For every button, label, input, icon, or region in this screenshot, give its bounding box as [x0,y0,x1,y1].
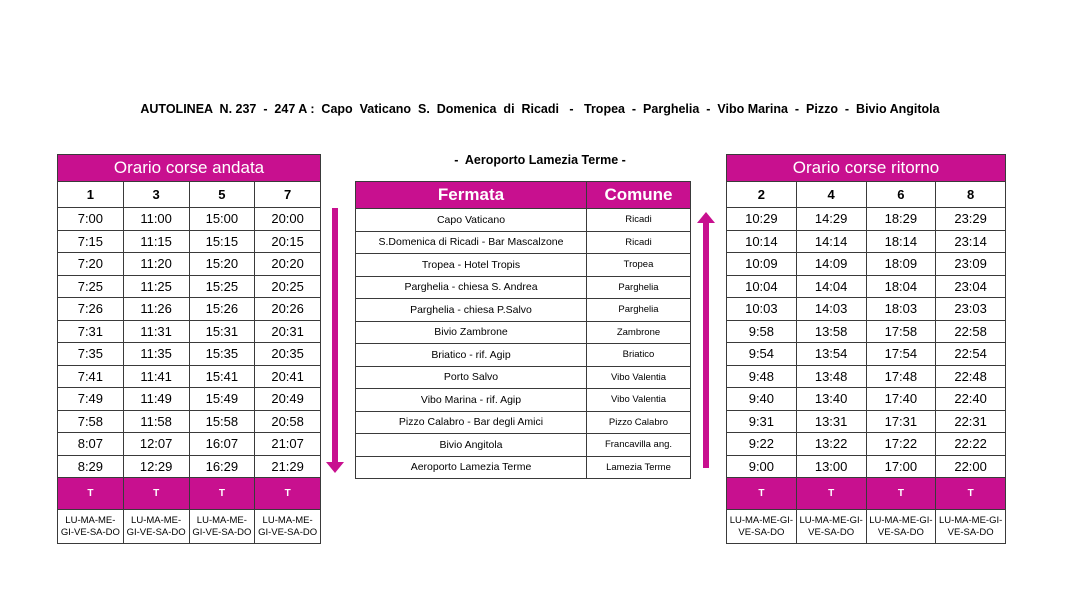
stop-comune: Francavilla ang. [587,434,691,457]
time-cell: 14:29 [796,208,866,231]
stop-name: Aeroporto Lamezia Terme [356,456,587,479]
time-cell: 18:03 [866,298,936,321]
time-cell: 22:00 [936,455,1006,478]
time-cell: 17:40 [866,388,936,411]
time-cell: 13:54 [796,343,866,366]
stop-name: Vibo Marina - rif. Agip [356,389,587,412]
stop-comune: Vibo Valentia [587,389,691,412]
time-cell: 9:40 [727,388,797,411]
table-row [727,410,1006,433]
fermata-header: Fermata [356,182,587,209]
time-cell: 18:29 [866,208,936,231]
time-cell: 17:31 [866,410,936,433]
time-cell: 15:35 [189,343,255,366]
time-cell: 20:15 [255,230,321,253]
stop-name: Parghelia - chiesa P.Salvo [356,299,587,322]
andata-timetable [57,154,321,544]
table-row [727,208,1006,231]
table-row [58,275,321,298]
table-row [356,321,691,344]
table-row [58,388,321,411]
time-cell: 8:29 [58,455,124,478]
table-row [356,456,691,479]
time-cell: 20:58 [255,410,321,433]
time-cell: 8:07 [58,433,124,456]
stop-comune: Parghelia [587,276,691,299]
time-cell: 9:00 [727,455,797,478]
table-row [58,455,321,478]
stop-comune: Briatico [587,344,691,367]
time-cell: 17:00 [866,455,936,478]
run-number: 5 [189,182,255,208]
time-cell: 17:22 [866,433,936,456]
time-cell: 17:58 [866,320,936,343]
time-cell: 13:48 [796,365,866,388]
time-cell: 15:20 [189,253,255,276]
time-cell: 7:20 [58,253,124,276]
run-number: 2 [727,182,797,208]
time-cell: 13:58 [796,320,866,343]
table-row [356,389,691,412]
table-row [727,298,1006,321]
service-days: LU-MA-ME-GI-VE-SA-DO [936,510,1006,544]
andata-codes-row [58,478,321,510]
time-cell: 15:41 [189,365,255,388]
comune-header: Comune [587,182,691,209]
stop-comune: Ricadi [587,209,691,232]
time-cell: 11:00 [123,208,189,231]
time-cell: 10:14 [727,230,797,253]
time-cell: 15:58 [189,410,255,433]
ritorno-header: Orario corse ritorno [727,155,1006,182]
time-cell: 23:29 [936,208,1006,231]
time-cell: 11:49 [123,388,189,411]
time-cell: 7:41 [58,365,124,388]
time-cell: 7:31 [58,320,124,343]
stop-comune: Zambrone [587,321,691,344]
ritorno-timetable [726,154,1006,544]
stop-comune: Parghelia [587,299,691,322]
andata-runs-row [58,182,321,208]
time-cell: 7:35 [58,343,124,366]
run-number: 7 [255,182,321,208]
stop-name: Bivio Angitola [356,434,587,457]
service-code: T [796,478,866,510]
time-cell: 14:14 [796,230,866,253]
time-cell: 9:31 [727,410,797,433]
time-cell: 9:22 [727,433,797,456]
time-cell: 15:49 [189,388,255,411]
time-cell: 12:29 [123,455,189,478]
time-cell: 14:04 [796,275,866,298]
stop-name: Bivio Zambrone [356,321,587,344]
time-cell: 20:31 [255,320,321,343]
stops-header-row [356,182,691,209]
service-days: LU-MA-ME-GI-VE-SA-DO [58,510,124,544]
time-cell: 11:41 [123,365,189,388]
service-code: T [255,478,321,510]
table-row [58,320,321,343]
ritorno-codes-row [727,478,1006,510]
stop-comune: Vibo Valentia [587,366,691,389]
time-cell: 17:54 [866,343,936,366]
time-cell: 10:09 [727,253,797,276]
table-row [356,434,691,457]
run-number: 1 [58,182,124,208]
run-number: 3 [123,182,189,208]
time-cell: 11:58 [123,410,189,433]
time-cell: 11:35 [123,343,189,366]
table-row [727,275,1006,298]
service-days: LU-MA-ME-GI-VE-SA-DO [189,510,255,544]
table-row [58,208,321,231]
time-cell: 15:25 [189,275,255,298]
time-cell: 13:40 [796,388,866,411]
run-number: 8 [936,182,1006,208]
table-row [356,411,691,434]
time-cell: 11:20 [123,253,189,276]
arrow-down-icon [326,206,344,474]
time-cell: 16:29 [189,455,255,478]
time-cell: 15:15 [189,230,255,253]
table-row [58,410,321,433]
service-days: LU-MA-ME-GI-VE-SA-DO [123,510,189,544]
service-days: LU-MA-ME-GI-VE-SA-DO [866,510,936,544]
andata-days-row [58,510,321,544]
service-code: T [936,478,1006,510]
service-days: LU-MA-ME-GI-VE-SA-DO [796,510,866,544]
stop-comune: Pizzo Calabro [587,411,691,434]
table-row [727,320,1006,343]
time-cell: 22:22 [936,433,1006,456]
time-cell: 10:03 [727,298,797,321]
table-row [727,253,1006,276]
stop-name: Capo Vaticano [356,209,587,232]
table-row [58,230,321,253]
service-days: LU-MA-ME-GI-VE-SA-DO [255,510,321,544]
time-cell: 11:26 [123,298,189,321]
andata-header-row [58,155,321,182]
time-cell: 9:48 [727,365,797,388]
table-row [727,388,1006,411]
time-cell: 22:31 [936,410,1006,433]
title-line-1: AUTOLINEA N. 237 - 247 A : Capo Vaticano S. Domenica di Ricadi - Tropea - Parghelia - Vibo Marina - Pizzo - Bivio Angitola [140,102,940,116]
stop-comune: Ricadi [587,231,691,254]
stop-name: Tropea - Hotel Tropis [356,254,587,277]
ritorno-days-row [727,510,1006,544]
table-row [356,344,691,367]
time-cell: 22:48 [936,365,1006,388]
service-code: T [123,478,189,510]
time-cell: 7:00 [58,208,124,231]
time-cell: 11:25 [123,275,189,298]
time-cell: 20:26 [255,298,321,321]
time-cell: 21:07 [255,433,321,456]
time-cell: 9:58 [727,320,797,343]
time-cell: 18:09 [866,253,936,276]
time-cell: 12:07 [123,433,189,456]
time-cell: 13:22 [796,433,866,456]
stops-table [355,181,691,479]
time-cell: 23:09 [936,253,1006,276]
stop-comune: Lamezia Terme [587,456,691,479]
time-cell: 22:58 [936,320,1006,343]
ritorno-runs-row [727,182,1006,208]
table-row [356,366,691,389]
time-cell: 22:54 [936,343,1006,366]
run-number: 6 [866,182,936,208]
stop-name: Briatico - rif. Agip [356,344,587,367]
time-cell: 15:00 [189,208,255,231]
time-cell: 20:00 [255,208,321,231]
table-row [356,276,691,299]
time-cell: 7:15 [58,230,124,253]
time-cell: 17:48 [866,365,936,388]
table-row [58,343,321,366]
time-cell: 13:00 [796,455,866,478]
service-code: T [866,478,936,510]
table-row [727,343,1006,366]
time-cell: 11:15 [123,230,189,253]
title-line-2: - Aeroporto Lamezia Terme - [454,153,626,167]
time-cell: 15:26 [189,298,255,321]
arrow-up-icon [697,212,715,470]
table-row [356,299,691,322]
time-cell: 20:25 [255,275,321,298]
run-number: 4 [796,182,866,208]
time-cell: 10:04 [727,275,797,298]
time-cell: 14:09 [796,253,866,276]
table-row [58,433,321,456]
stop-comune: Tropea [587,254,691,277]
stop-name: Parghelia - chiesa S. Andrea [356,276,587,299]
time-cell: 20:49 [255,388,321,411]
time-cell: 10:29 [727,208,797,231]
table-row [727,433,1006,456]
table-row [58,298,321,321]
table-row [356,254,691,277]
time-cell: 23:14 [936,230,1006,253]
service-days: LU-MA-ME-GI-VE-SA-DO [727,510,797,544]
time-cell: 18:04 [866,275,936,298]
time-cell: 7:25 [58,275,124,298]
time-cell: 11:31 [123,320,189,343]
table-row [727,455,1006,478]
service-code: T [58,478,124,510]
time-cell: 20:35 [255,343,321,366]
time-cell: 20:20 [255,253,321,276]
table-row [356,231,691,254]
service-code: T [189,478,255,510]
time-cell: 23:04 [936,275,1006,298]
time-cell: 14:03 [796,298,866,321]
ritorno-header-row [727,155,1006,182]
time-cell: 21:29 [255,455,321,478]
andata-header: Orario corse andata [58,155,321,182]
time-cell: 16:07 [189,433,255,456]
table-row [727,230,1006,253]
table-row [58,365,321,388]
time-cell: 7:58 [58,410,124,433]
stop-name: Pizzo Calabro - Bar degli Amici [356,411,587,434]
time-cell: 18:14 [866,230,936,253]
time-cell: 7:49 [58,388,124,411]
time-cell: 15:31 [189,320,255,343]
time-cell: 13:31 [796,410,866,433]
table-row [58,253,321,276]
time-cell: 22:40 [936,388,1006,411]
stop-name: Porto Salvo [356,366,587,389]
time-cell: 9:54 [727,343,797,366]
time-cell: 7:26 [58,298,124,321]
table-row [727,365,1006,388]
table-row [356,209,691,232]
time-cell: 20:41 [255,365,321,388]
time-cell: 23:03 [936,298,1006,321]
service-code: T [727,478,797,510]
stop-name: S.Domenica di Ricadi - Bar Mascalzone [356,231,587,254]
